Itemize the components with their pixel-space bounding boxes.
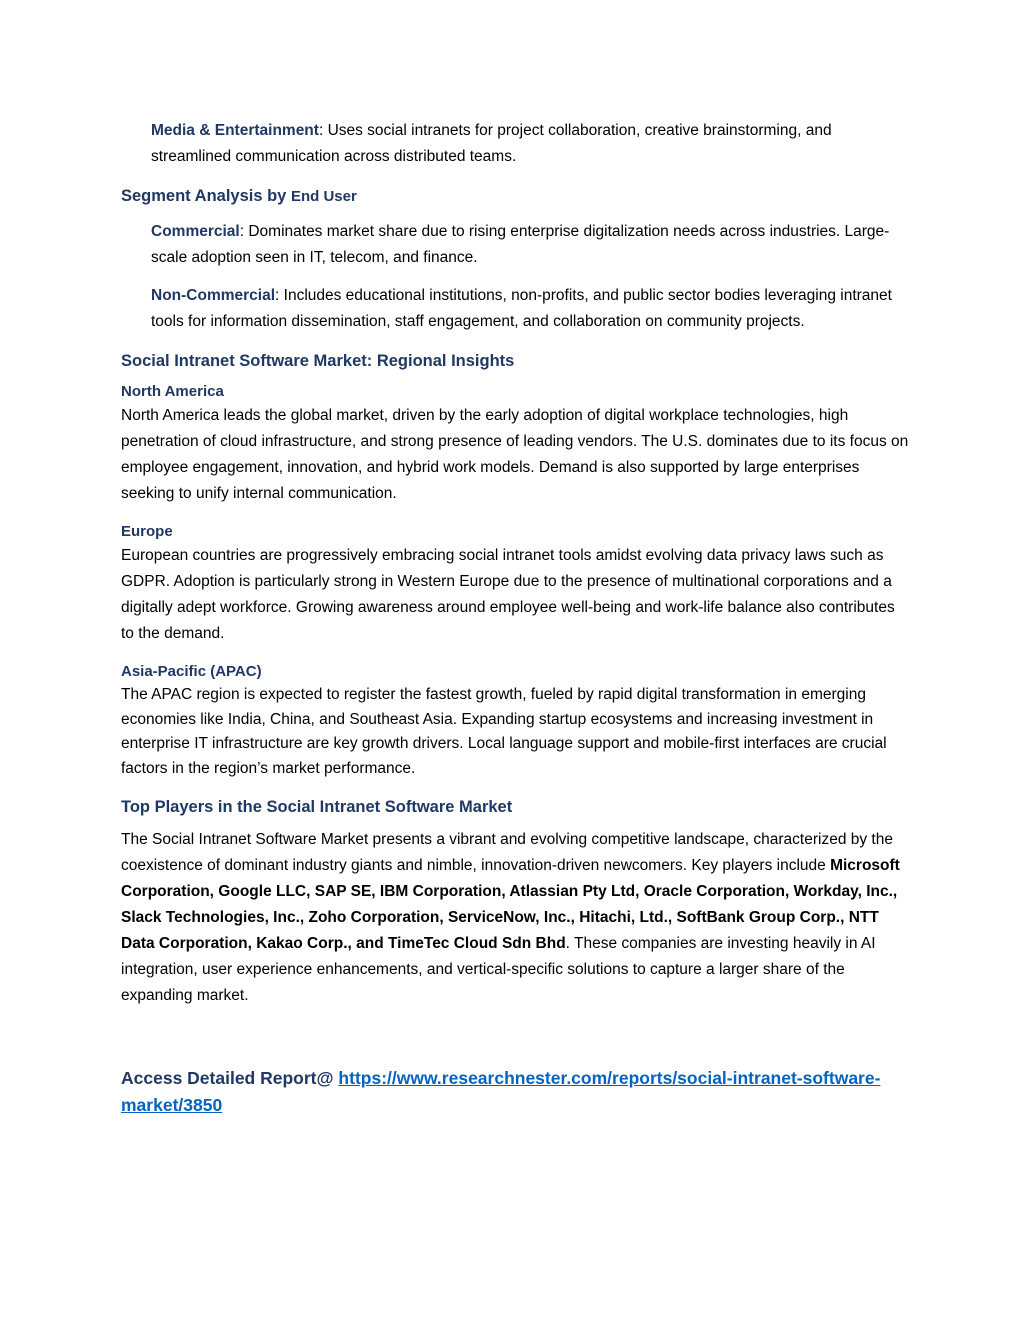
media-entertainment-text: : Uses social intranets for project collaboration, creative brainstorming, and streamlined communication across distributed teams. bbox=[151, 122, 832, 165]
access-report-line bbox=[121, 1065, 911, 1119]
north-america-title: North America bbox=[121, 383, 224, 400]
players-outro: . These companies are investing heavily in AI integration, user experience enhancements, and vertical-specific solutions to capture a larger share of the expanding market. bbox=[121, 935, 876, 1004]
access-label: Access Detailed Report@ bbox=[121, 1068, 339, 1088]
commercial-term: Commercial bbox=[151, 223, 240, 240]
north-america-text: North America leads the global market, driven by the early adoption of digital workplace technologies, high penetration of cloud infrastructure, and strong presence of leading vendors. The U.S. dominates due to its focus on employee engagement, innovation, and hybrid work models. Demand is also supported by large enterprises seeking to unify internal communication. bbox=[121, 407, 909, 502]
apac-text: The APAC region is expected to register the fastest growth, fueled by rapid digital transformation in emerging economies like India, China, and Southeast Asia. Expanding startup ecosystems and increasing investment in enterprise IT infrastructure are key growth drivers. Local language support and mobile-first interfaces are crucial factors in the region’s market performance. bbox=[121, 686, 887, 777]
commercial-paragraph bbox=[151, 219, 911, 271]
non-commercial-paragraph bbox=[151, 283, 911, 335]
segment-title-end-user: End User bbox=[290, 188, 357, 205]
europe-text: European countries are progressively embracing social intranet tools amidst evolving data privacy laws such as GDPR. Adoption is particularly strong in Western Europe due to the presence of multinational corporations and a digitally adept workforce. Growing awareness around employee well-being and work-life balance also contributes to the demand. bbox=[121, 547, 895, 642]
top-players-heading: Top Players in the Social Intranet Software Market bbox=[121, 798, 513, 816]
players-intro: The Social Intranet Software Market presents a vibrant and evolving competitive landscape, characterized by the coexistence of dominant industry giants and nimble, innovation-driven newcomers. Key players include bbox=[121, 831, 893, 874]
non-commercial-text: : Includes educational institutions, non-profits, and public sector bodies leveraging intranet tools for information dissemination, staff engagement, and collaboration on community projects. bbox=[151, 287, 892, 330]
segment-analysis-heading bbox=[121, 184, 911, 209]
document-page bbox=[121, 118, 911, 1119]
top-players-paragraph bbox=[121, 827, 911, 1009]
segment-title-main: Segment Analysis by bbox=[121, 187, 291, 205]
report-link[interactable]: https://www.researchnester.com/reports/social-intranet-software-market/3850 bbox=[121, 1068, 881, 1115]
media-entertainment-paragraph bbox=[151, 118, 911, 170]
players-companies: Microsoft Corporation, Google LLC, SAP SE, IBM Corporation, Atlassian Pty Ltd, Oracle Corporation, Workday, Inc., Slack Technologies, Inc., Zoho Corporation, ServiceNow, Inc., Hitachi, Ltd., SoftBank Group Corp., NTT Data Corporation, Kakao Corp., and TimeTec Cloud Sdn Bhd bbox=[121, 857, 900, 952]
regional-insights-heading: Social Intranet Software Market: Regional Insights bbox=[121, 352, 515, 370]
europe-title: Europe bbox=[121, 523, 173, 540]
non-commercial-term: Non-Commercial bbox=[151, 287, 276, 304]
commercial-text: : Dominates market share due to rising enterprise digitalization needs across industries. Large-scale adoption seen in IT, telecom, and finance. bbox=[151, 223, 890, 266]
apac-title: Asia-Pacific (APAC) bbox=[121, 663, 262, 680]
media-entertainment-term: Media & Entertainment bbox=[151, 122, 319, 139]
